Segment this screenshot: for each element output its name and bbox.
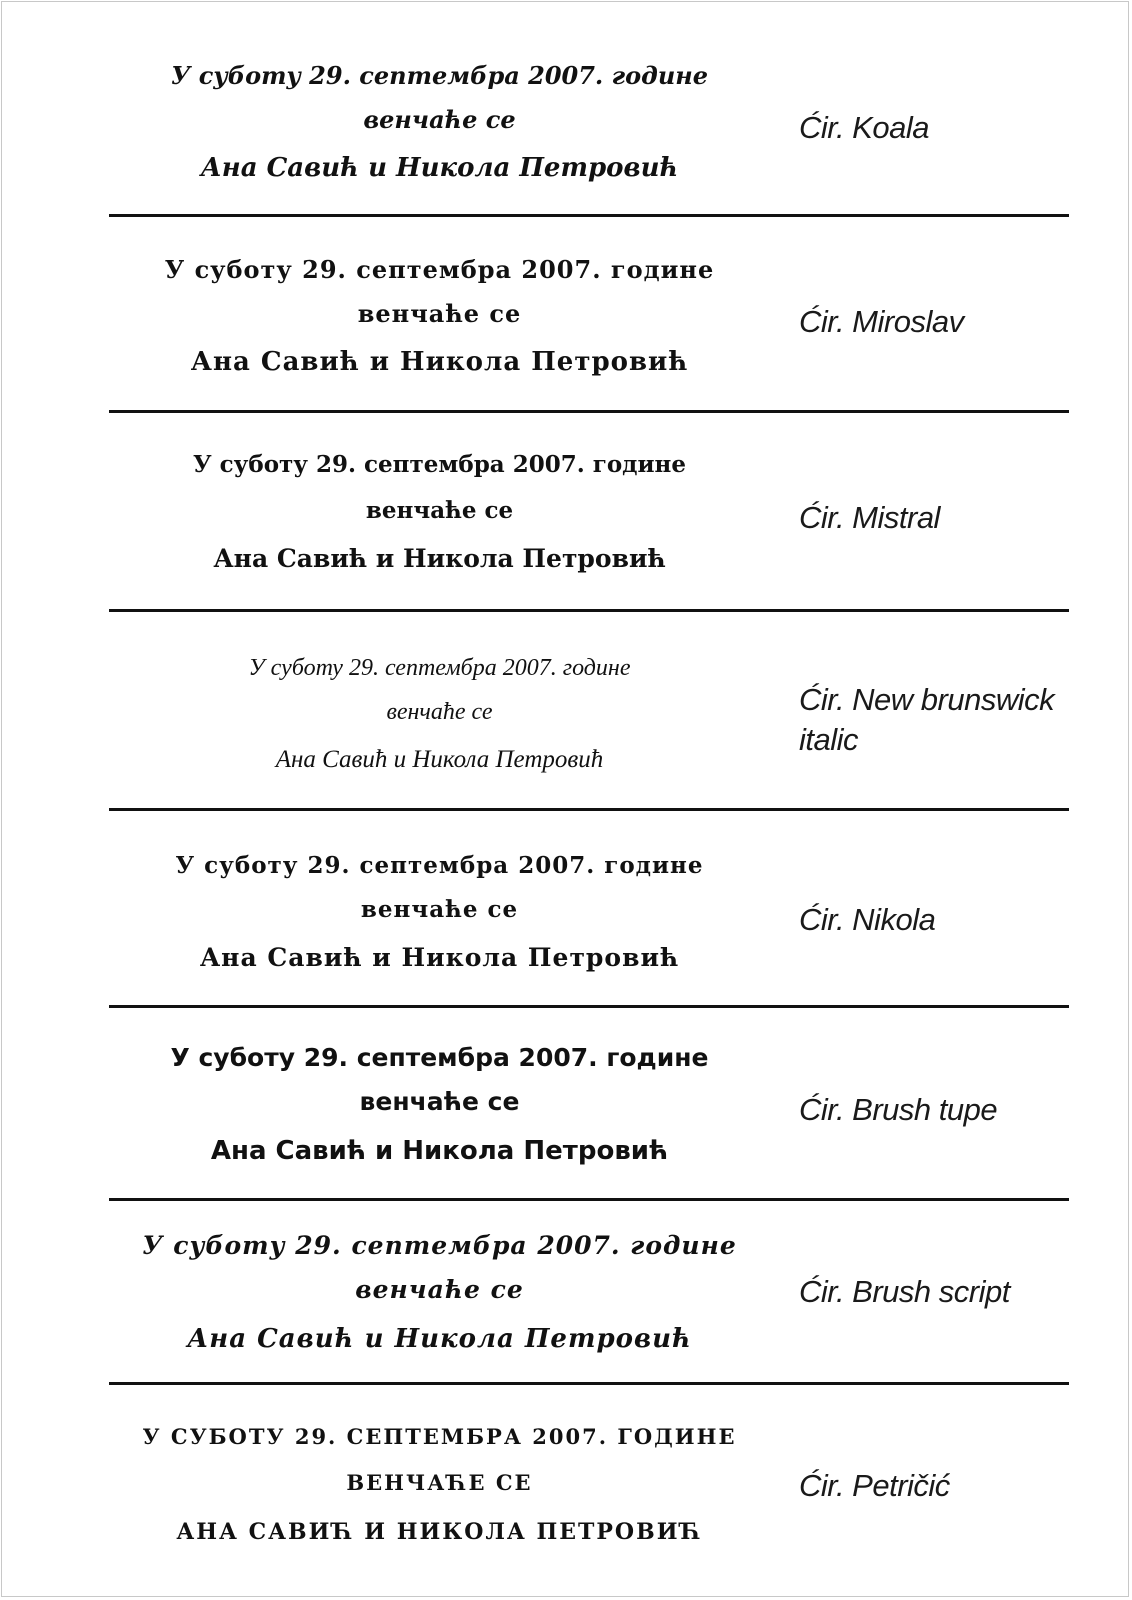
font-name-label: Ćir. Koala bbox=[799, 110, 929, 145]
sample-names-line: Ана Савић и Никола Петровић bbox=[210, 1136, 669, 1166]
divider bbox=[109, 609, 1069, 612]
sample-text bbox=[112, 1414, 767, 1558]
sample-date-line: У суботу 29. септембра 2007. године bbox=[164, 255, 715, 284]
sample-text bbox=[112, 54, 767, 194]
sample-text bbox=[112, 248, 767, 388]
sample-names-line: Ана Савић и Никола Петровић bbox=[200, 153, 679, 183]
sample-date-line: У суботу 29. септембра 2007. године bbox=[192, 451, 687, 478]
font-name-label bbox=[799, 680, 1054, 760]
divider bbox=[109, 214, 1069, 217]
sample-wedding-line: венчаће се bbox=[363, 105, 516, 134]
font-name-label: Ćir. Brush tupe bbox=[799, 1092, 998, 1127]
sample-wedding-line: венчаће се bbox=[357, 299, 522, 328]
sample-wedding-line: венчаће се bbox=[360, 896, 519, 923]
sample-date-line: У суботу 29. септембра 2007. године bbox=[175, 852, 704, 879]
sample-names-line: Ана Савић и Никола Петровић bbox=[275, 746, 604, 773]
sample-text bbox=[112, 844, 767, 984]
font-name-label: Ćir. Mistral bbox=[799, 500, 940, 535]
sample-names-line: Ана Савић и Никола Петровић bbox=[190, 347, 689, 377]
font-name-label: Ćir. Miroslav bbox=[799, 304, 964, 339]
font-name-label: Ćir. Brush script bbox=[799, 1274, 1010, 1309]
sample-date-line: У СУБОТУ 29. СЕПТЕМБРА 2007. ГОДИНЕ bbox=[142, 1424, 737, 1449]
sample-names-line: АНА САВИЋ И НИКОЛА ПЕТРОВИЋ bbox=[176, 1519, 703, 1545]
sample-date-line: У суботу 29. септембра 2007. године bbox=[142, 1231, 737, 1260]
sample-wedding-line: венчаће се bbox=[386, 699, 493, 725]
divider bbox=[109, 808, 1069, 811]
sample-date-line: У суботу 29. септембра 2007. године bbox=[170, 1043, 709, 1072]
sample-text bbox=[112, 1036, 767, 1178]
sample-date-line: У суботу 29. септембра 2007. године bbox=[248, 655, 631, 681]
sample-wedding-line: ВЕНЧАЋЕ СЕ bbox=[346, 1470, 533, 1495]
divider bbox=[109, 1005, 1069, 1008]
font-name-label-line2: italic bbox=[799, 722, 859, 757]
font-name-label-line1: Ćir. New brunswick bbox=[799, 682, 1055, 717]
sample-names-line: Ана Савић и Никола Петровић bbox=[187, 1324, 692, 1354]
sample-names-line: Ана Савић и Никола Петровић bbox=[199, 943, 680, 972]
font-sample-sheet bbox=[1, 1, 1129, 1597]
sample-names-line: Ана Савић и Никола Петровић bbox=[213, 544, 666, 573]
divider bbox=[109, 1382, 1069, 1385]
sample-wedding-line: венчаће се bbox=[365, 497, 514, 524]
font-name-label: Ćir. Petričić bbox=[799, 1468, 950, 1503]
divider bbox=[109, 1198, 1069, 1201]
sample-text bbox=[112, 442, 767, 584]
sample-wedding-line: венчаће се bbox=[359, 1087, 520, 1116]
divider bbox=[109, 410, 1069, 413]
font-name-label: Ćir. Nikola bbox=[799, 902, 936, 937]
sample-date-line: У суботу 29. септембра 2007. године bbox=[170, 61, 709, 90]
sample-text bbox=[112, 646, 767, 786]
sample-wedding-line: венчаће се bbox=[355, 1275, 524, 1304]
sample-text bbox=[112, 1224, 767, 1366]
